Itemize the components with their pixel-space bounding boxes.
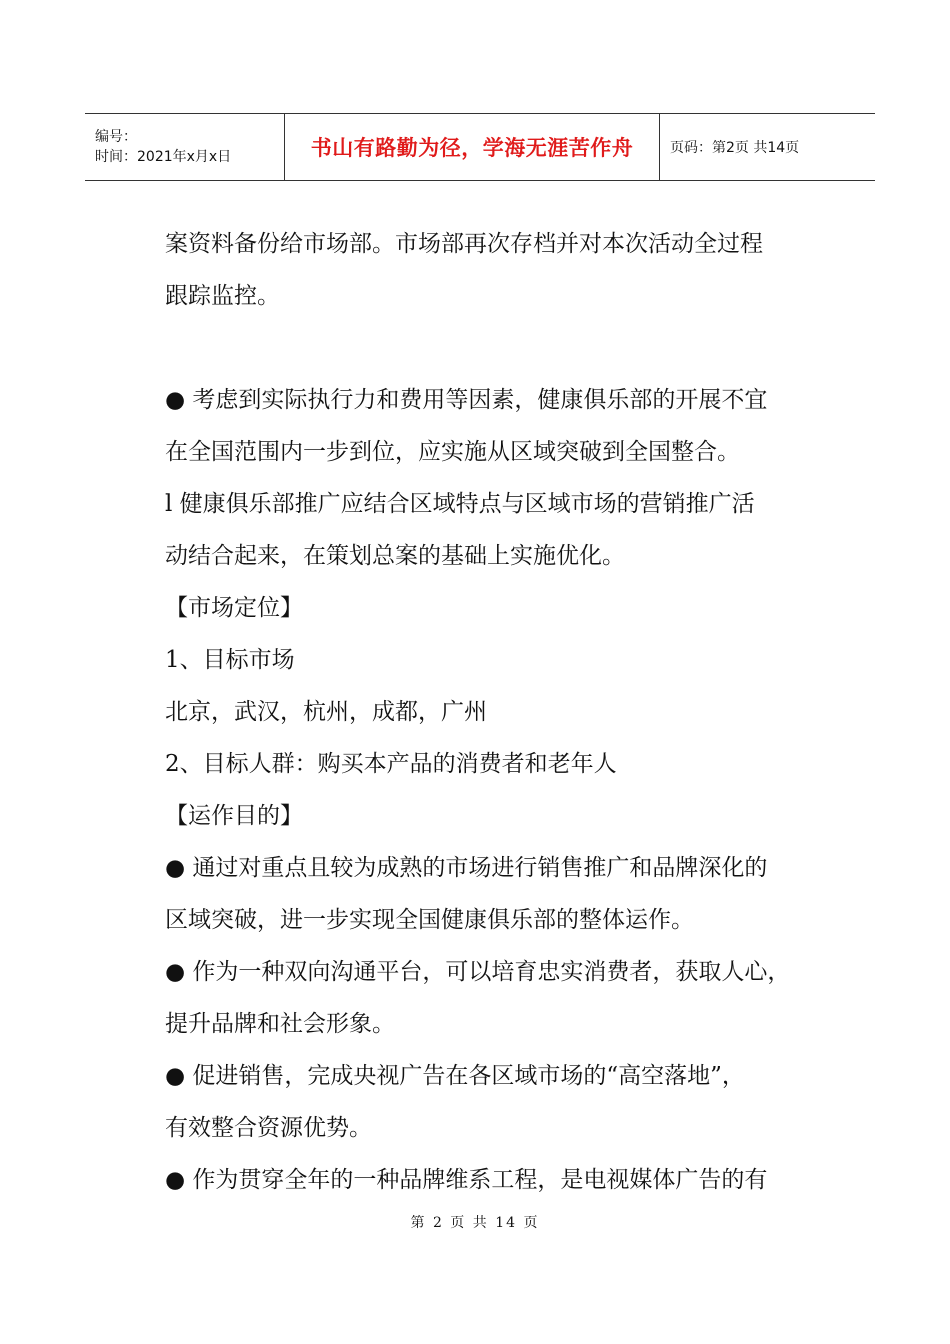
- body-line: ● 通过对重点且较为成熟的市场进行销售推广和品牌深化的: [165, 855, 768, 881]
- body-line: 动结合起来，在策划总案的基础上实施优化。: [165, 543, 625, 569]
- body-line: 跟踪监控。: [165, 283, 280, 309]
- body-line: 提升品牌和社会形象。: [165, 1011, 395, 1037]
- body-line: 案资料备份给市场部。市场部再次存档并对本次活动全过程: [165, 231, 763, 257]
- page-footer: 第 2 页 共 14 页: [410, 1215, 540, 1231]
- body-line: 在全国范围内一步到位，应实施从区域突破到全国整合。: [165, 439, 740, 465]
- section-heading-market-positioning: 【市场定位】: [165, 595, 303, 621]
- body-line: 有效整合资源优势。: [165, 1115, 372, 1141]
- header-motto: 书山有路勤为径，学海无涯苦作舟: [310, 136, 634, 160]
- paragraph-gap: [165, 322, 805, 374]
- document-number-label: 编号：: [95, 129, 137, 145]
- document-time-label: 时间：2021年x月x日: [95, 149, 232, 165]
- body-line: 2、目标人群：购买本产品的消费者和老年人: [165, 751, 617, 777]
- body-line: ● 促进销售，完成央视广告在各区域市场的“高空落地”，: [165, 1063, 745, 1089]
- body-line: 区域突破，进一步实现全国健康俱乐部的整体运作。: [165, 907, 694, 933]
- header-meta-cell: [85, 114, 285, 180]
- header-motto-cell: [285, 114, 660, 180]
- body-line: ● 作为贯穿全年的一种品牌维系工程，是电视媒体广告的有: [165, 1167, 768, 1193]
- body-line: ● 作为一种双向沟通平台，可以培育忠实消费者，获取人心，: [165, 959, 791, 985]
- body-line: 1、目标市场: [165, 647, 295, 673]
- body-line: l 健康俱乐部推广应结合区域特点与区域市场的营销推广活: [165, 491, 755, 517]
- body-line: ● 考虑到实际执行力和费用等因素，健康俱乐部的开展不宜: [165, 387, 768, 413]
- document-header: [85, 113, 875, 181]
- header-page-cell: [660, 114, 875, 180]
- section-heading-operation-purpose: 【运作目的】: [165, 803, 303, 829]
- header-page-number: 页码：第2页 共14页: [670, 140, 800, 156]
- body-line: 北京，武汉，杭州，成都，广州: [165, 699, 487, 725]
- document-body: [165, 218, 805, 1206]
